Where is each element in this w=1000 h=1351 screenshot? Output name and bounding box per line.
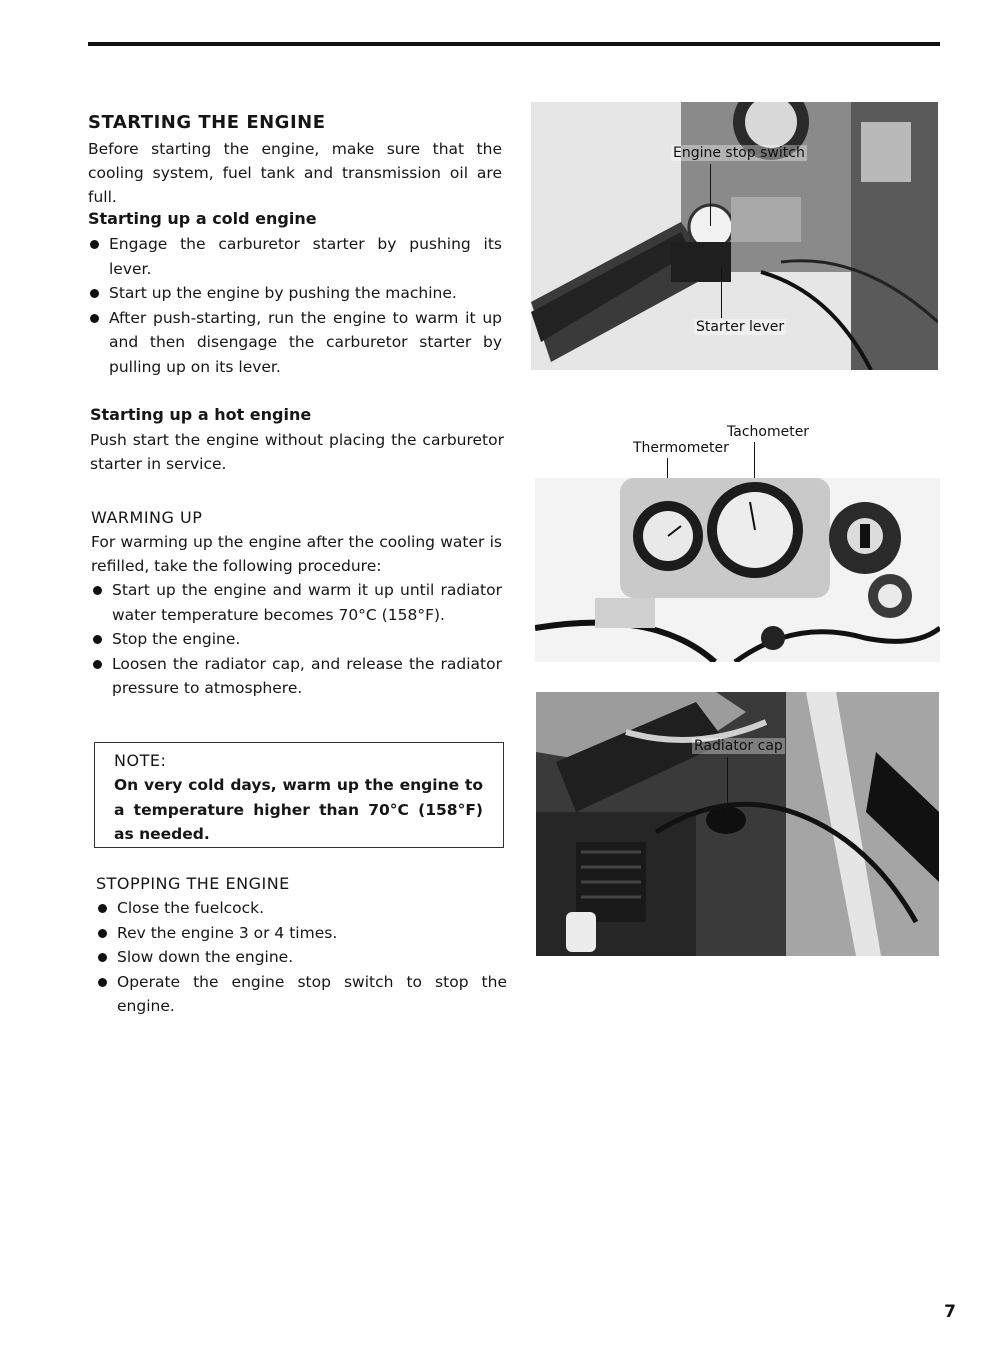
section-title-warming: WARMING UP — [91, 508, 203, 527]
section-starting — [88, 112, 502, 209]
cold-engine-heading: Starting up a cold engine — [88, 209, 317, 228]
page-number: 7 — [944, 1302, 956, 1322]
warming-intro: For warming up the engine after the cooling water is refilled, take the following procedure: — [91, 533, 502, 575]
cold-engine-list — [88, 232, 502, 379]
list-item: Start up the engine by pushing the machine. — [88, 281, 502, 306]
leader-line — [727, 757, 728, 815]
stopping-list — [96, 896, 507, 1019]
gauges-image — [535, 478, 940, 662]
hot-engine-text: Push start the engine without placing the carburetor starter in service. — [90, 431, 504, 473]
warming-list — [91, 578, 502, 701]
subsection-cold-engine — [88, 209, 502, 379]
list-item: Loosen the radiator cap, and release the radiator pressure to atmosphere. — [91, 652, 502, 701]
list-item: Stop the engine. — [91, 627, 502, 652]
section-warming — [91, 508, 502, 701]
label-radiator-cap: Radiator cap — [694, 738, 783, 754]
subsection-hot-engine — [90, 405, 504, 476]
list-item: Slow down the engine. — [96, 945, 507, 970]
list-item: Rev the engine 3 or 4 times. — [96, 921, 507, 946]
label-engine-stop-switch: Engine stop switch — [673, 145, 805, 161]
label-tachometer: Tachometer — [727, 424, 810, 440]
photo-radiator — [536, 692, 939, 956]
note-box — [94, 742, 504, 848]
leader-line — [710, 164, 711, 226]
hot-engine-heading: Starting up a hot engine — [90, 405, 312, 424]
list-item: After push-starting, run the engine to warm it up and then disengage the carburetor starter by pulling up on its lever. — [88, 306, 502, 380]
radiator-image — [536, 692, 939, 956]
starting-intro: Before starting the engine, make sure that the cooling system, fuel tank and transmission oil are full. — [88, 140, 502, 206]
section-stopping — [96, 874, 507, 1019]
note-text: On very cold days, warm up the engine to a temperature higher than 70°C (158°F) as needed. — [114, 776, 483, 843]
list-item: Start up the engine and warm it up until radiator water temperature becomes 70°C (158°F). — [91, 578, 502, 627]
leader-line — [721, 268, 722, 318]
section-title-stopping: STOPPING THE ENGINE — [96, 874, 290, 893]
label-thermometer: Thermometer — [633, 440, 729, 456]
header-rule — [88, 42, 940, 46]
list-item: Close the fuelcock. — [96, 896, 507, 921]
label-starter-lever: Starter lever — [696, 319, 785, 335]
list-item: Engage the carburetor starter by pushing its lever. — [88, 232, 502, 281]
note-title: NOTE: — [114, 751, 167, 770]
list-item: Operate the engine stop switch to stop the engine. — [96, 970, 507, 1019]
section-title-starting: STARTING THE ENGINE — [88, 112, 326, 133]
photo-gauges — [535, 478, 940, 662]
